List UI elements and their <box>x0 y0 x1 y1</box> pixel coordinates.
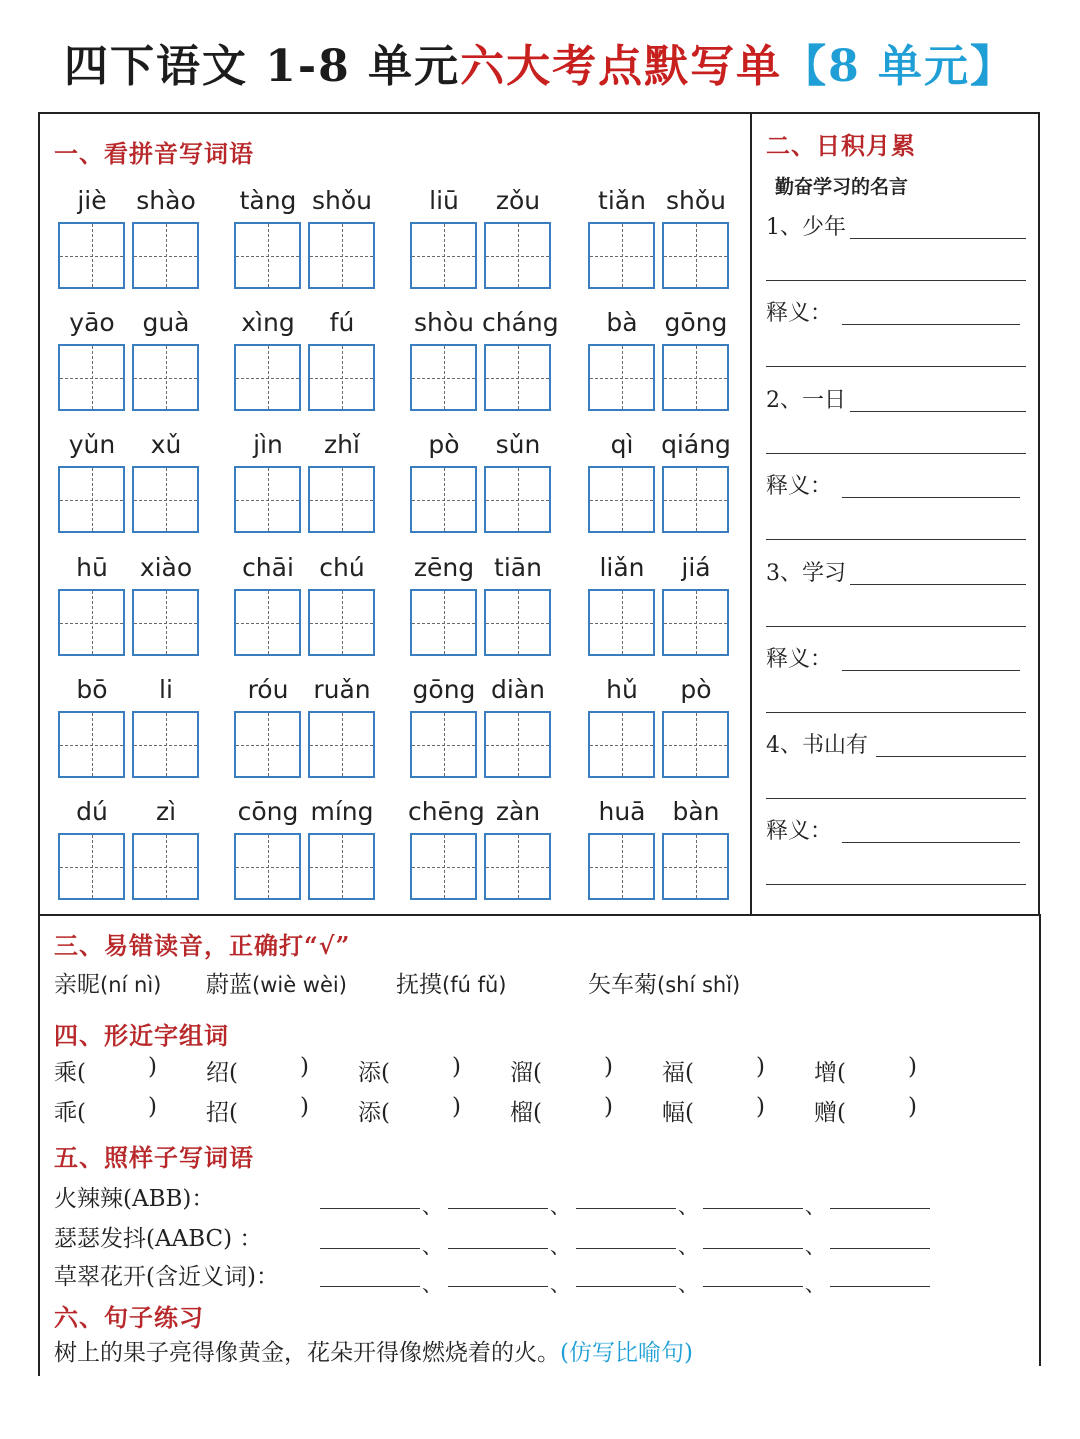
meaning-answer-line[interactable] <box>766 366 1026 367</box>
pron-pinyin-3: (fú fǔ) <box>442 973 507 997</box>
pinyin-label: fú <box>329 308 355 337</box>
writing-box[interactable] <box>662 466 729 533</box>
writing-box[interactable] <box>308 344 375 411</box>
close-paren: ) <box>148 1094 157 1120</box>
pinyin-label: gōng <box>664 308 728 337</box>
pinyin-label: róu <box>247 675 289 704</box>
section4-title: 四、形近字组词 <box>54 1021 229 1050</box>
similar-char: 绍( <box>206 1060 238 1086</box>
writing-box[interactable] <box>662 344 729 411</box>
blank-separator: 、 <box>422 1194 442 1218</box>
similar-char: 榴( <box>510 1100 542 1126</box>
pinyin-label: ruǎn <box>313 675 371 704</box>
title-part-2: 六大考点默写单 <box>460 41 783 92</box>
close-paren: ) <box>452 1054 461 1080</box>
pinyin-label: zhǐ <box>324 430 360 459</box>
meaning-answer-line[interactable] <box>766 539 1026 540</box>
similar-char: 福( <box>662 1060 694 1086</box>
pron-item-1 <box>54 966 161 999</box>
close-paren: ) <box>908 1054 917 1080</box>
pinyin-label: zàn <box>495 797 541 826</box>
pattern-blank[interactable] <box>448 1286 548 1287</box>
pron-pinyin-2: (wiè wèi) <box>252 973 347 997</box>
pinyin-label: zì <box>155 797 177 826</box>
close-paren: ) <box>300 1054 309 1080</box>
pinyin-label: xìng <box>241 308 295 337</box>
pron-pinyin-1: (ní nì) <box>100 973 162 997</box>
frame-right-edge <box>1039 914 1041 1366</box>
pinyin-label: shǒu <box>665 186 726 215</box>
writing-box[interactable] <box>132 222 199 289</box>
meaning-answer-line[interactable] <box>766 884 1026 885</box>
blank-separator: 、 <box>805 1234 825 1258</box>
writing-box[interactable] <box>662 711 729 778</box>
close-paren: ) <box>756 1094 765 1120</box>
pinyin-label: cōng <box>237 797 299 826</box>
section5-title: 五、照样子写词语 <box>54 1143 254 1172</box>
pinyin-label: pò <box>428 430 460 459</box>
pinyin-label: tàng <box>239 186 297 215</box>
pinyin-label: xiào <box>139 553 193 582</box>
pattern-blank[interactable] <box>448 1208 548 1209</box>
pattern-blank[interactable] <box>703 1286 803 1287</box>
writing-box[interactable] <box>132 711 199 778</box>
writing-box[interactable] <box>484 344 551 411</box>
pattern-blank[interactable] <box>320 1286 420 1287</box>
close-paren: ) <box>300 1094 309 1120</box>
quote-label: 2、一日 <box>766 388 846 413</box>
writing-box[interactable] <box>234 344 301 411</box>
pron-item-2 <box>206 966 347 999</box>
quote-label: 1、少年 <box>766 215 846 240</box>
pron-word-3: 抚摸 <box>396 972 442 998</box>
writing-box[interactable] <box>234 589 301 656</box>
pinyin-label: hǔ <box>606 675 638 704</box>
meaning-answer-line[interactable] <box>842 497 1020 498</box>
pron-pinyin-4: (shí shǐ) <box>657 973 741 997</box>
pron-word-2: 蔚蓝 <box>206 972 252 998</box>
pattern-blank[interactable] <box>703 1248 803 1249</box>
writing-box[interactable] <box>410 466 477 533</box>
writing-box[interactable] <box>58 711 125 778</box>
frame-left-edge <box>38 914 40 1376</box>
close-paren: ) <box>604 1054 613 1080</box>
pattern-blank[interactable] <box>576 1248 676 1249</box>
section2-title: 二、日积月累 <box>766 131 916 160</box>
pinyin-label: diàn <box>491 675 545 704</box>
writing-box[interactable] <box>308 222 375 289</box>
writing-box[interactable] <box>234 466 301 533</box>
similar-char: 增( <box>814 1060 846 1086</box>
meaning-label: 释义： <box>766 474 833 499</box>
writing-box[interactable] <box>234 711 301 778</box>
pinyin-label: guà <box>142 308 190 337</box>
similar-char: 幅( <box>662 1100 694 1126</box>
writing-box[interactable] <box>410 833 477 900</box>
pron-item-4 <box>588 966 740 999</box>
writing-box[interactable] <box>484 711 551 778</box>
blank-separator: 、 <box>550 1234 570 1258</box>
writing-box[interactable] <box>132 833 199 900</box>
pinyin-label: li <box>159 675 173 704</box>
pattern-blank[interactable] <box>320 1208 420 1209</box>
writing-box[interactable] <box>234 222 301 289</box>
pinyin-label: zēng <box>413 553 475 582</box>
writing-box[interactable] <box>588 711 655 778</box>
section3-title: 三、易错读音，正确打“√” <box>54 931 351 960</box>
similar-char: 乖( <box>54 1100 86 1126</box>
section1-title: 一、看拼音写词语 <box>54 139 254 168</box>
similar-char: 添( <box>358 1100 390 1126</box>
meaning-answer-line[interactable] <box>842 324 1020 325</box>
pattern-label: 草翠花开(含近义词)： <box>54 1264 279 1290</box>
pinyin-label: shǒu <box>311 186 372 215</box>
pattern-blank[interactable] <box>830 1248 930 1249</box>
blank-separator: 、 <box>422 1272 442 1296</box>
close-paren: ) <box>756 1054 765 1080</box>
section6-title: 六、句子练习 <box>54 1303 204 1332</box>
model-sentence: 树上的果子亮得像黄金，花朵开得像燃烧着的火。 <box>54 1340 560 1366</box>
close-paren: ) <box>148 1054 157 1080</box>
pinyin-label: míng <box>310 797 374 826</box>
pinyin-label: dú <box>76 797 108 826</box>
writing-box[interactable] <box>484 589 551 656</box>
similar-char: 赠( <box>814 1100 846 1126</box>
pinyin-label: qì <box>610 430 634 459</box>
pattern-blank[interactable] <box>576 1208 676 1209</box>
pinyin-label: yǔn <box>68 430 116 459</box>
pinyin-label: jìn <box>253 430 283 459</box>
pattern-blank[interactable] <box>830 1286 930 1287</box>
writing-box[interactable] <box>58 589 125 656</box>
writing-box[interactable] <box>588 466 655 533</box>
writing-box[interactable] <box>58 344 125 411</box>
pattern-label: 瑟瑟发抖(AABC) ： <box>54 1226 263 1252</box>
blank-separator: 、 <box>678 1194 698 1218</box>
meaning-label: 释义： <box>766 819 833 844</box>
writing-box[interactable] <box>308 466 375 533</box>
writing-box[interactable] <box>308 833 375 900</box>
writing-box[interactable] <box>132 589 199 656</box>
writing-box[interactable] <box>58 466 125 533</box>
pinyin-label: pò <box>680 675 712 704</box>
blank-separator: 、 <box>422 1234 442 1258</box>
similar-char: 乘( <box>54 1060 86 1086</box>
close-paren: ) <box>452 1094 461 1120</box>
writing-box[interactable] <box>58 833 125 900</box>
writing-box[interactable] <box>410 344 477 411</box>
pinyin-label: bàn <box>672 797 720 826</box>
writing-box[interactable] <box>410 589 477 656</box>
quote-label: 3、学习 <box>766 561 846 586</box>
pinyin-label: chēng <box>408 797 485 826</box>
meaning-label: 释义： <box>766 301 833 326</box>
pinyin-label: cháng <box>482 308 559 337</box>
pattern-label: 火辣辣(ABB)： <box>54 1186 215 1212</box>
writing-box[interactable] <box>588 344 655 411</box>
pron-word-1: 亲昵 <box>54 972 100 998</box>
pattern-blank[interactable] <box>703 1208 803 1209</box>
writing-box[interactable] <box>410 222 477 289</box>
sentence-row <box>54 1334 693 1367</box>
writing-box[interactable] <box>234 833 301 900</box>
writing-box[interactable] <box>662 589 729 656</box>
writing-box[interactable] <box>588 222 655 289</box>
pinyin-label: qiáng <box>661 430 731 459</box>
pinyin-label: huā <box>598 797 646 826</box>
writing-box[interactable] <box>410 711 477 778</box>
pinyin-label: sǔn <box>495 430 541 459</box>
pinyin-label: tiān <box>494 553 542 582</box>
sentence-hint: (仿写比喻句) <box>560 1340 693 1366</box>
quote-label: 4、书山有 <box>766 733 868 758</box>
quote-answer-line[interactable] <box>850 238 1026 239</box>
writing-box[interactable] <box>132 344 199 411</box>
meaning-answer-line[interactable] <box>842 670 1020 671</box>
writing-box[interactable] <box>484 466 551 533</box>
meaning-label: 释义： <box>766 647 833 672</box>
writing-box[interactable] <box>132 466 199 533</box>
pinyin-label: hū <box>76 553 108 582</box>
blank-separator: 、 <box>550 1272 570 1296</box>
pattern-blank[interactable] <box>320 1248 420 1249</box>
pinyin-label: chú <box>319 553 365 582</box>
pinyin-label: shòu <box>413 308 474 337</box>
pattern-blank[interactable] <box>448 1248 548 1249</box>
pinyin-label: shào <box>136 186 196 215</box>
writing-box[interactable] <box>588 833 655 900</box>
close-paren: ) <box>908 1094 917 1120</box>
pinyin-label: zǒu <box>495 186 541 215</box>
blank-separator: 、 <box>678 1234 698 1258</box>
blank-separator: 、 <box>805 1272 825 1296</box>
similar-char: 招( <box>206 1100 238 1126</box>
meaning-answer-line[interactable] <box>842 842 1020 843</box>
quote-answer-line[interactable] <box>766 626 1026 627</box>
pinyin-label: tiǎn <box>598 186 646 215</box>
writing-box[interactable] <box>308 589 375 656</box>
pinyin-label: liǎn <box>599 553 645 582</box>
quote-answer-line[interactable] <box>766 280 1026 281</box>
pinyin-label: xǔ <box>150 430 182 459</box>
quote-answer-line[interactable] <box>850 411 1026 412</box>
quote-answer-line[interactable] <box>876 756 1026 757</box>
quote-answer-line[interactable] <box>766 798 1026 799</box>
close-paren: ) <box>604 1094 613 1120</box>
blank-separator: 、 <box>550 1194 570 1218</box>
pinyin-label: bà <box>606 308 638 337</box>
blank-separator: 、 <box>805 1194 825 1218</box>
pinyin-label: bō <box>76 675 108 704</box>
pinyin-label: jiè <box>77 186 107 215</box>
title-part-1: 四下语文 1-8 单元 <box>63 41 461 92</box>
pron-word-4: 矢车菊 <box>588 972 657 998</box>
writing-box[interactable] <box>662 833 729 900</box>
pinyin-label: chāi <box>242 553 294 582</box>
writing-box[interactable] <box>308 711 375 778</box>
pinyin-label: jiá <box>681 553 711 582</box>
pinyin-label: liū <box>429 186 459 215</box>
pattern-blank[interactable] <box>830 1208 930 1209</box>
similar-char: 溜( <box>510 1060 542 1086</box>
writing-box[interactable] <box>662 222 729 289</box>
pinyin-label: gōng <box>412 675 476 704</box>
meaning-answer-line[interactable] <box>766 712 1026 713</box>
title-part-3: 【8 单元】 <box>782 41 1017 92</box>
pinyin-label: yāo <box>69 308 115 337</box>
writing-box[interactable] <box>58 222 125 289</box>
writing-box[interactable] <box>484 833 551 900</box>
writing-box[interactable] <box>484 222 551 289</box>
pattern-blank[interactable] <box>576 1286 676 1287</box>
pron-item-3 <box>396 966 506 999</box>
section2-subtitle: 勤奋学习的名言 <box>775 176 909 198</box>
quote-answer-line[interactable] <box>850 584 1026 585</box>
similar-char: 添( <box>358 1060 390 1086</box>
blank-separator: 、 <box>678 1272 698 1296</box>
page-title <box>0 30 1080 94</box>
writing-box[interactable] <box>588 589 655 656</box>
column-divider <box>750 112 752 916</box>
quote-answer-line[interactable] <box>766 453 1026 454</box>
